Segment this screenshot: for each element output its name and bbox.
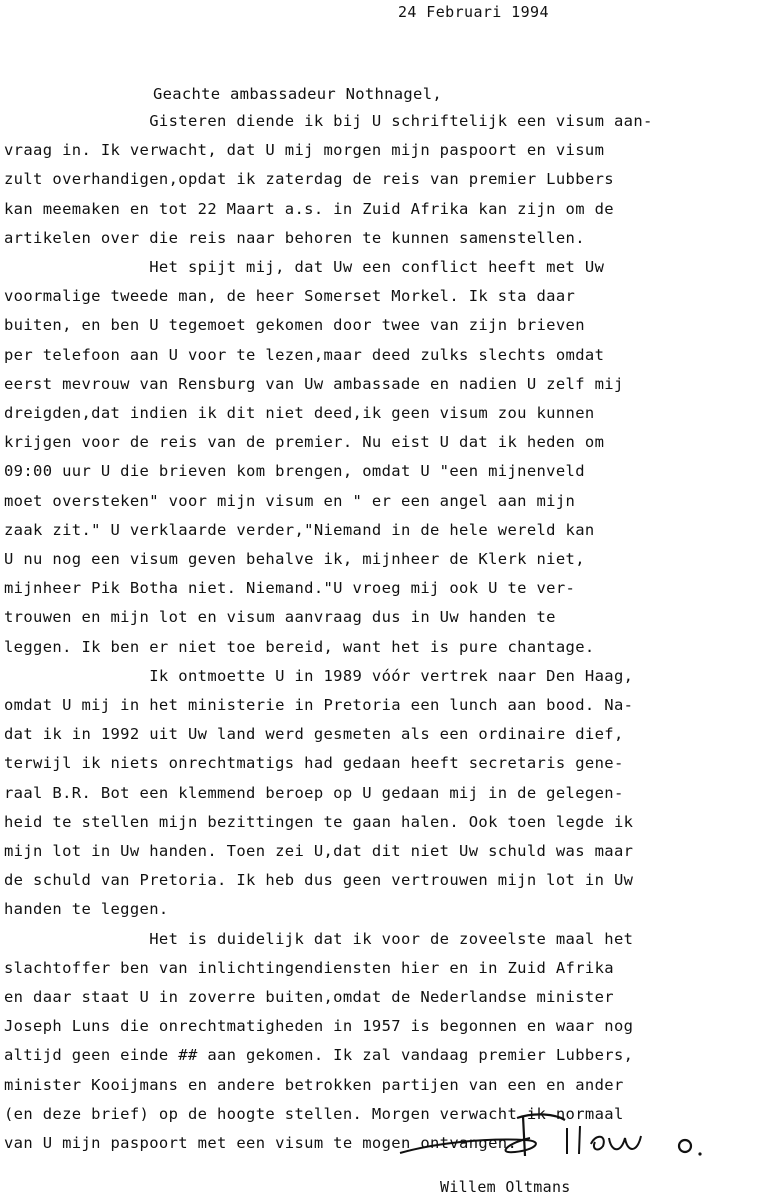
- letter-line: zaak zit." U verklaarde verder,"Niemand in de hele wereld kan: [4, 520, 595, 539]
- letter-line: trouwen en mijn lot en visum aanvraag dus in Uw handen te: [4, 608, 556, 627]
- letter-line: buiten, en ben U tegemoet gekomen door twee van zijn brieven: [4, 316, 585, 335]
- letter-line: (en deze brief) op de hoogte stellen. Morgen verwacht ik normaal: [4, 1104, 624, 1123]
- letter-line: heid te stellen mijn bezittingen te gaan halen. Ook toen legde ik: [4, 812, 634, 831]
- letter-line: dreigden,dat indien ik dit niet deed,ik geen visum zou kunnen: [4, 404, 595, 422]
- letter-line: de schuld van Pretoria. Ik heb dus geen vertrouwen mijn lot in Uw: [4, 871, 634, 890]
- letter-line: dat ik in 1992 uit Uw land werd gesmeten als een ordinaire dief,: [4, 725, 624, 744]
- letter-line: Het spijt mij, dat Uw een conflict heeft met Uw: [4, 258, 605, 276]
- letter-line: Gisteren diende ik bij U schriftelijk een visum aan-: [4, 112, 653, 130]
- letter-line: voormalige tweede man, de heer Somerset Morkel. Ik sta daar: [4, 287, 576, 306]
- letter-line: Joseph Luns die onrechtmatigheden in 1957 is begonnen en waar nog: [4, 1017, 634, 1036]
- letter-line: mijn lot in Uw handen. Toen zei U,dat dit niet Uw schuld was maar: [4, 842, 634, 860]
- handwritten-signature: [395, 1108, 715, 1168]
- letter-line: per telefoon aan U voor te lezen,maar deed zulks slechts omdat: [4, 345, 605, 364]
- letter-line: 09:00 uur U die brieven kom brengen, omdat U "een mijnenveld: [4, 462, 585, 481]
- letter-line: krijgen voor de reis van de premier. Nu eist U dat ik heden om: [4, 433, 605, 452]
- letter-line: raal B.R. Bot een klemmend beroep op U gedaan mij in de gelegen-: [4, 783, 624, 802]
- letter-line: eerst mevrouw van Rensburg van Uw ambassade en nadien U zelf mij: [4, 374, 624, 393]
- letter-line: minister Kooijmans en andere betrokken partijen van een en ander: [4, 1075, 624, 1094]
- letter-line: zult overhandigen,opdat ik zaterdag de reis van premier Lubbers: [4, 170, 614, 189]
- signatory-name: Willem Oltmans: [440, 1178, 571, 1196]
- letter-line: terwijl ik niets onrechtmatigs had gedaan heeft secretaris gene-: [4, 754, 624, 773]
- letter-line: slachtoffer ben van inlichtingendiensten hier en in Zuid Afrika: [4, 958, 614, 977]
- letter-date: 24 Februari 1994: [398, 3, 549, 21]
- letter-line: altijd geen einde ## aan gekomen. Ik zal vandaag premier Lubbers,: [4, 1046, 634, 1065]
- letter-line: mijnheer Pik Botha niet. Niemand."U vroeg mij ook U te ver-: [4, 579, 576, 598]
- salutation: Geachte ambassadeur Nothnagel,: [153, 85, 442, 103]
- letter-line: en daar staat U in zoverre buiten,omdat de Nederlandse minister: [4, 988, 614, 1006]
- letter-line: vraag in. Ik verwacht, dat U mij morgen mijn paspoort en visum: [4, 141, 605, 160]
- letter-line: kan meemaken en tot 22 Maart a.s. in Zuid Afrika kan zijn om de: [4, 199, 614, 218]
- letter-line: handen te leggen.: [4, 900, 169, 919]
- letter-line: U nu nog een visum geven behalve ik, mijnheer de Klerk niet,: [4, 550, 585, 568]
- letter-line: Het is duidelijk dat ik voor de zoveelste maal het: [4, 929, 634, 948]
- letter-line: leggen. Ik ben er niet toe bereid, want het is pure chantage.: [4, 637, 595, 656]
- letter-line: Ik ontmoette U in 1989 vóór vertrek naar Den Haag,: [4, 666, 634, 685]
- letter-line: van U mijn paspoort met een visum te mogen ontvangen.: [4, 1134, 518, 1152]
- letter-line: artikelen over die reis naar behoren te kunnen samenstellen.: [4, 228, 585, 247]
- letter-line: omdat U mij in het ministerie in Pretoria een lunch aan bood. Na-: [4, 696, 634, 714]
- letter-line: moet oversteken" voor mijn visum en " er een angel aan mijn: [4, 491, 576, 510]
